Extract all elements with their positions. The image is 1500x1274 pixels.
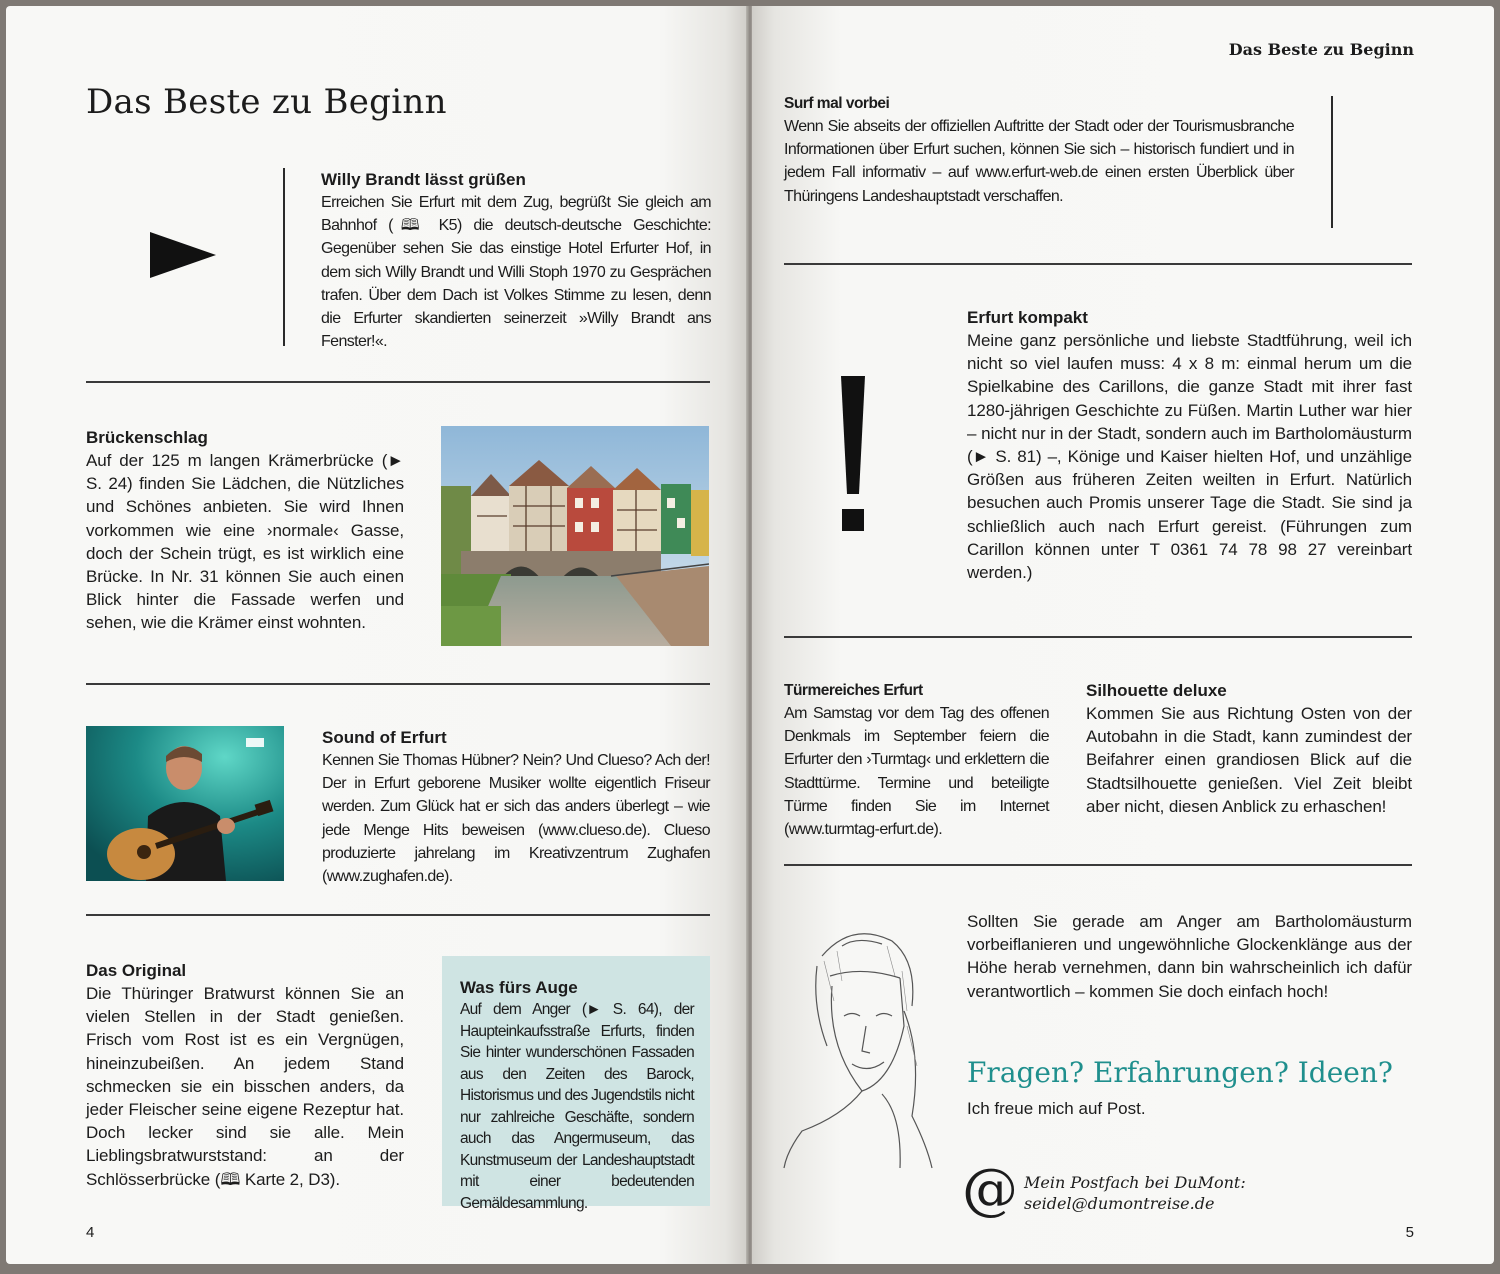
section-kompakt: [967, 306, 1412, 584]
section-text: Auf der 125 m langen Krämerbrücke (► S. 24) finden Sie Lädchen, die Nützliches und Schönes anbieten. Sie wird Ihnen vorkommen wie eine ›normale‹ Gasse, doch der Schein trügt, es ist wirklich eine Brücke. In Nr. 31 können Sie auch einen Blick hinter die Fassade werfen und sehen, wie die Krämer einst wohnten.: [86, 451, 404, 633]
mailbox-info: [1024, 1172, 1246, 1214]
section-heading: Brückenschlag: [86, 428, 208, 447]
section-heading: Erfurt kompakt: [967, 308, 1088, 327]
section-text: Auf dem Anger (► S. 64), der Haupteinkaufsstraße Erfurts, finden Sie hinter wunderschönen Fassaden aus den Zeiten des Barock, Historismus und des Jugendstils nicht nur zahlreiche Geschäfte, sondern auch das Angermuseum, das Kunstmuseum der Landeshauptstadt mit einer bedeutenden Gemäldesammlung.: [460, 1001, 694, 1212]
at-icon: @: [962, 1157, 1018, 1222]
section-text: Erreichen Sie Erfurt mit dem Zug, begrüßt Sie gleich am Bahnhof (🕮 K5) die deutsch-deutsche Geschichte: Gegenüber sehen Sie das einstige Hotel Erfurter Hof, in dem sich Willy Brandt und Willi Stoph 1970 zu Gesprächen trafen. Über dem Dach ist Volkes Stimme zu lesen, denn die Erfurter skandierten seinerzeit »Willy Brandt ans Fenster!«.: [321, 194, 711, 351]
author-email[interactable]: seidel@dumontreise.de: [1024, 1194, 1215, 1213]
section-brandt: [321, 168, 711, 353]
author-text: Sollten Sie gerade am Anger am Bartholomäusturm vorbeiflanieren und ungewöhnliche Glockenklänge aus der Höhe herab vernehmen, dann bin wahrscheinlich ich dafür verantwortlich – kommen Sie doch einfach hoch!: [967, 912, 1412, 1001]
page-number: 4: [86, 1224, 95, 1241]
section-text: Kommen Sie aus Richtung Osten von der Autobahn in die Stadt, kann zumindest der Beifahrer einen grandiosen Blick auf die Stadtsilhouette genießen. Viel Zeit bleibt aber nicht, diesen Anblick zu erhaschen!: [1086, 704, 1412, 816]
kraemerbruecke-photo: [441, 426, 709, 646]
section-heading: Surf mal vorbei: [784, 95, 890, 112]
section-text: Wenn Sie abseits der offiziellen Auftritte der Stadt oder der Tourismusbranche Informationen über Erfurt suchen, können Sie sich – historisch fundiert und in jedem Fall informativ – auf www.erfurt-web.de einen ersten Überblick über Thüringens Landeshauptstadt verschaffen.: [784, 118, 1294, 205]
page-title: Das Beste zu Beginn: [86, 82, 447, 122]
exclamation-icon: [838, 374, 868, 534]
section-bruecke: [86, 426, 404, 635]
section-heading: Willy Brandt lässt grüßen: [321, 170, 526, 189]
section-tuerme: [784, 679, 1049, 841]
section-text: Am Samstag vor dem Tag des offenen Denkmals im September feiern die Erfurter den ›Turmtag‹ und erklettern die Stadttürme. Termine und beteiligte Türme finden Sie im Internet (www.turmtag-erfurt.de).: [784, 705, 1049, 839]
section-heading: Was fürs Auge: [460, 978, 578, 997]
section-heading: Türmereiches Erfurt: [784, 682, 923, 699]
section-heading: Das Original: [86, 961, 187, 980]
section-divider-vertical: [1331, 96, 1333, 228]
section-heading: Sound of Erfurt: [322, 728, 447, 747]
section-rule: [784, 864, 1412, 866]
section-rule: [86, 914, 710, 916]
section-rule: [784, 263, 1412, 265]
section-silhouette: [1086, 679, 1412, 818]
mailbox-label: Mein Postfach bei DuMont:: [1024, 1173, 1246, 1192]
left-page: [6, 6, 748, 1264]
author-portrait: [782, 916, 942, 1171]
section-surf: [784, 92, 1294, 208]
section-rule: [784, 636, 1412, 638]
musician-photo: [86, 726, 284, 881]
page-number: 5: [1405, 1224, 1414, 1241]
section-text: Kennen Sie Thomas Hübner? Nein? Und Clueso? Ach der! Der in Erfurt geborene Musiker wollte eigentlich Friseur werden. Zum Glück hat er sich das anders überlegt – wie jede Menge Hits beweisen (www.clueso.de). Clueso produzierte jahrelang im Kreativzentrum Zughafen (www.zughafen.de).: [322, 752, 710, 886]
play-arrow-icon: [148, 230, 218, 280]
section-text: Die Thüringer Bratwurst können Sie an vielen Stellen in der Stadt genießen. Frisch vom Rost ist es ein Vergnügen, hineinzubeißen. An jedem Stand schmecken sie ein bisschen anders, da jeder Fleischer seine eigene Rezeptur hat. Doch lecker sind sie alle. Mein Lieblingsbratwurststand: an der Schlösserbrücke (🕮 Karte 2, D3).: [86, 984, 404, 1189]
contact-subline: Ich freue mich auf Post.: [967, 1099, 1146, 1118]
sidebox-auge: [442, 956, 710, 1212]
section-heading: Silhouette deluxe: [1086, 681, 1227, 700]
section-original: [86, 959, 404, 1191]
author-note: [967, 910, 1412, 1003]
section-sound: [322, 726, 710, 888]
running-head: Das Beste zu Beginn: [1228, 40, 1414, 59]
section-text: Meine ganz persönliche und liebste Stadtführung, weil ich nicht so viel laufen muss: 4 x 8 m: einmal herum um die Spielkabine des Carillons, die ganze Stadt mit ihrer fast 1280-jährigen Geschichte zu Füßen. Martin Luther war hier – nicht nur in der Stadt, sondern auch im Bartholomäusturm (► S. 81) –, Könige und Kaiser hielten Hof, und unzählige Größen aus früheren Zeiten weilten in Erfurt. Natürlich besuchen auch Promis unserer Tage die Stadt. Sie sind ja schließlich auch nach Erfurt gereist. (Führungen zum Carillon können unter T 0361 74 78 98 27 vereinbart werden.): [967, 331, 1412, 583]
right-page: [752, 6, 1494, 1264]
section-rule: [86, 683, 710, 685]
section-rule: [86, 381, 710, 383]
section-divider-vertical: [283, 168, 285, 346]
contact-headline: Fragen? Erfahrungen? Ideen?: [967, 1056, 1393, 1089]
